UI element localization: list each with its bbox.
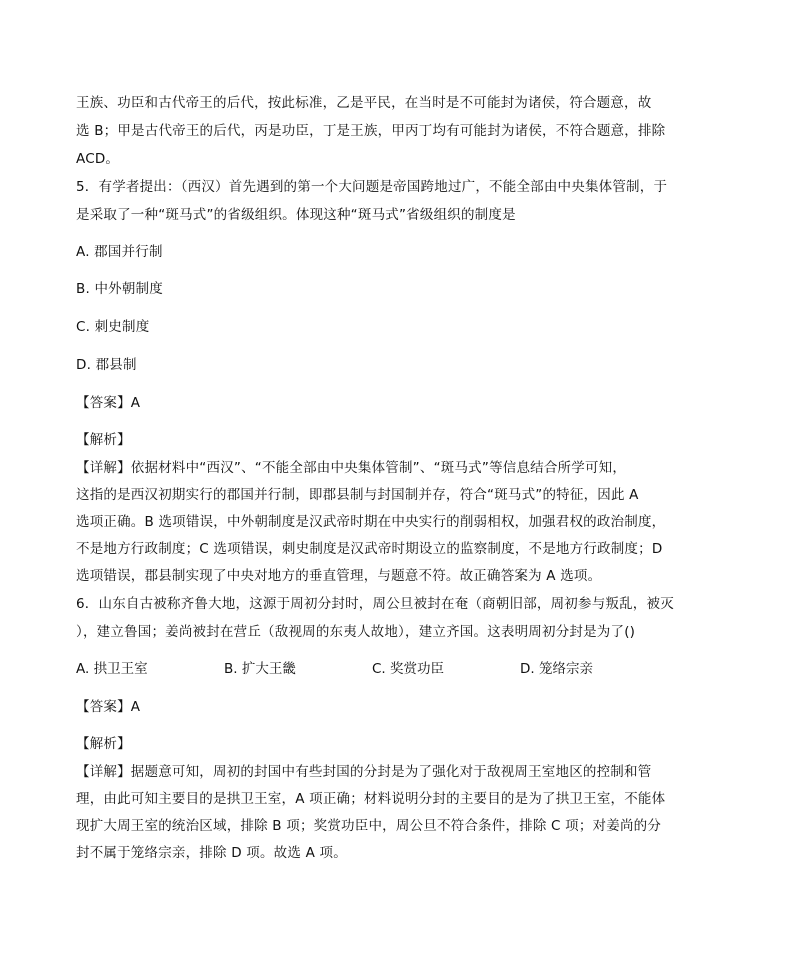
q5-answer: 【答案】A — [76, 395, 141, 411]
q6-option-c: C. 奖赏功臣 — [372, 661, 445, 677]
q6-option-b: B. 扩大王畿 — [224, 661, 296, 677]
q6-answer: 【答案】A — [76, 699, 141, 715]
q6-option-a: A. 拱卫王室 — [76, 661, 148, 677]
q5-option-c: C. 刺史制度 — [76, 319, 150, 335]
q5-stem-line-2: 是采取了一种“斑马式”的省级组织。体现这种“斑马式”省级组织的制度是 — [76, 207, 516, 223]
q5-option-d: D. 郡县制 — [76, 357, 137, 373]
q5-option-a: A. 郡国并行制 — [76, 244, 163, 260]
intro-line-1: 王族、功臣和古代帝王的后代，按此标准，乙是平民，在当时是不可能封为诸侯，符合题意，故 — [76, 95, 652, 111]
q5-detail-line-5: 选项错误，郡县制实现了中央对地方的垂直管理，与题意不符。故正确答案为 A 选项。 — [76, 568, 602, 584]
intro-line-3: ACD。 — [76, 151, 120, 167]
q6-stem-line-1: 6．山东自古被称齐鲁大地，这源于周初分封时，周公旦被封在奄（商朝旧部，周初参与叛乱，被灭 — [76, 596, 674, 612]
q6-stem-line-2: ），建立鲁国；姜尚被封在营丘（敌视周的东夷人故地），建立齐国。这表明周初分封是为了() — [76, 624, 636, 640]
q5-detail-line-4: 不是地方行政制度；C 选项错误，刺史制度是汉武帝时期设立的监察制度，不是地方行政制度；D — [76, 541, 663, 557]
q5-detail-line-3: 选项正确。B 选项错误，中外朝制度是汉武帝时期在中央实行的削弱相权，加强君权的政治制度， — [76, 514, 666, 530]
q6-detail-line-3: 现扩大周王室的统治区域，排除 B 项；奖赏功臣中，周公旦不符合条件，排除 C 项；对姜尚的分 — [76, 818, 662, 834]
q6-detail-line-1: 【详解】据题意可知，周初的封国中有些封国的分封是为了强化对于敌视周王室地区的控制和管 — [76, 764, 652, 780]
intro-line-2: 选 B；甲是古代帝王的后代，丙是功臣，丁是王族，甲丙丁均有可能封为诸侯，不符合题意，排除 — [76, 123, 666, 139]
q6-option-d: D. 笼络宗亲 — [520, 661, 593, 677]
q5-detail-line-2: 这指的是西汉初期实行的郡国并行制，即郡县制与封国制并存，符合“斑马式”的特征，因此 A — [76, 487, 639, 503]
q6-analysis-label: 【解析】 — [76, 736, 131, 752]
q5-stem-line-1: 5．有学者提出：（西汉）首先遇到的第一个大问题是帝国跨地过广，不能全部由中央集体管制，于 — [76, 179, 668, 195]
q6-detail-line-2: 理，由此可知主要目的是拱卫王室，A 项正确；材料说明分封的主要目的是为了拱卫王室，不能体 — [76, 791, 666, 807]
q6-detail-line-4: 封不属于笼络宗亲，排除 D 项。故选 A 项。 — [76, 845, 347, 861]
q5-option-b: B. 中外朝制度 — [76, 281, 163, 297]
q5-analysis-label: 【解析】 — [76, 432, 131, 448]
q5-detail-line-1: 【详解】依据材料中“西汉”、“不能全部由中央集体管制”、“斑马式”等信息结合所学可知， — [76, 460, 627, 476]
